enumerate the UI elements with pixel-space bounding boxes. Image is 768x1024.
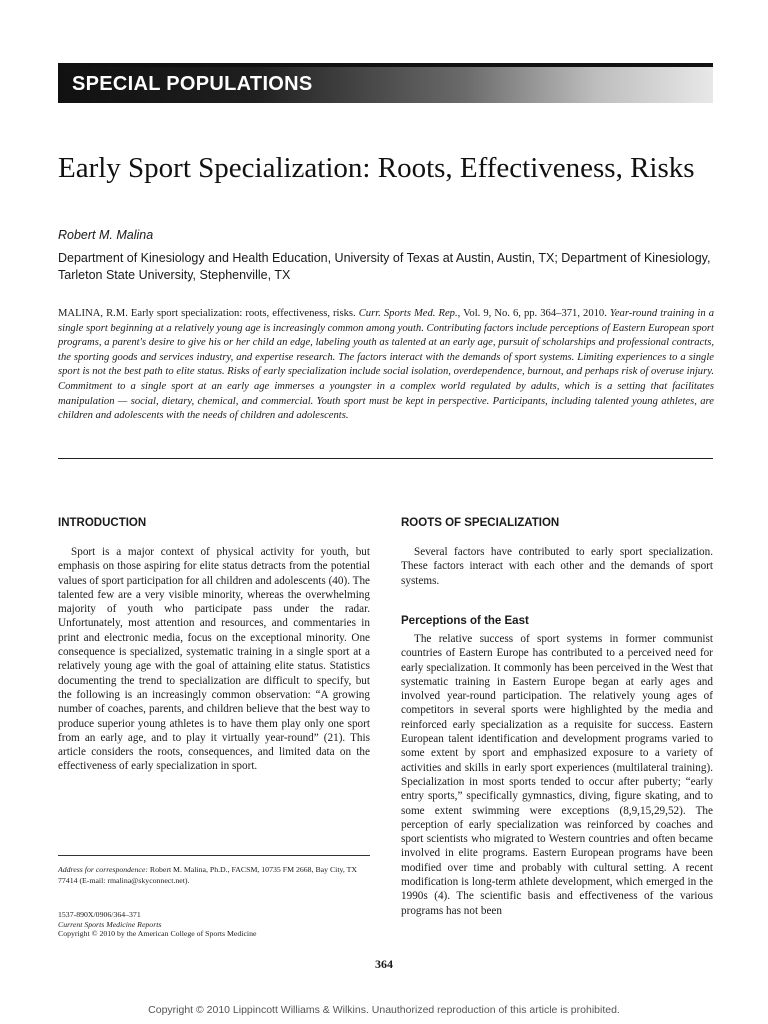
author-affiliation: Department of Kinesiology and Health Education, University of Texas at Austin, Austin, TX; Department of Kinesiology, Tarleton State University, Stephenville, TX <box>58 251 711 282</box>
author-name: Robert M. Malina <box>58 228 154 242</box>
footnote-text: Robert M. Malina, Ph.D., FACSM, 10735 FM 2668, Bay City, TX 77414 (E-mail: rmalina@skyconnect.net). <box>58 865 358 885</box>
issn-line: 1537-890X/0906/364–371 <box>58 910 141 919</box>
abstract-citation-details: , Vol. 9, No. 6, pp. 364–371, 2010. <box>457 308 610 319</box>
perceptions-paragraph: The relative success of sport systems in former communist countries of Eastern Europe has contributed to a perceived need for early specialization. It commonly has been perceived in the West that systematic training in Eastern Europe began at early ages and involved year-round participation. The relatively young ages of competitors in several sports were highlighted by the media and reinforced early specialization as a requisite for success. Eastern European talent identification and development programs varied to some extent by sport and emphasized exposure to a variety of activities and skills in early sport experiences (multilateral training). Specialization in most sports tended to occur after puberty; “early entry sports,” specifically gymnastics, diving, figure skating, and to some extent swimming were exceptions (8,9,15,29,52). The perception of early specialization was reinforced by coaches and sport scientists who migrated to Western countries and often became involved in elite programs. Eastern European programs have been modified over time and probably with cultural setting. A recent modification is long-term athlete development, which emerged in the 1990s (4). The scientific basis and effectiveness of the various programs has not been <box>401 633 713 917</box>
publication-info <box>58 910 370 939</box>
footnote-divider <box>58 855 370 856</box>
journal-line: Current Sports Medicine Reports <box>58 919 162 929</box>
introduction-body <box>58 545 370 774</box>
abstract-journal: Curr. Sports Med. Rep. <box>358 308 458 319</box>
perceptions-heading: Perceptions of the East <box>401 615 529 627</box>
page-number: 364 <box>375 957 393 971</box>
article-title: Early Sport Specialization: Roots, Effectiveness, Risks <box>58 152 695 184</box>
footnote-label: Address for correspondence: <box>58 865 148 874</box>
journal-copyright-line: Copyright © 2010 by the American College of Sports Medicine <box>58 929 257 938</box>
correspondence-footnote <box>58 865 370 886</box>
abstract-citation: MALINA, R.M. Early sport specialization: roots, effectiveness, risks. <box>58 308 359 319</box>
roots-body <box>401 545 713 588</box>
roots-heading: ROOTS OF SPECIALIZATION <box>401 517 560 529</box>
introduction-heading: INTRODUCTION <box>58 517 147 529</box>
perceptions-body <box>401 632 713 918</box>
abstract <box>58 307 714 424</box>
abstract-text: Year-round training in a single sport beginning at a relatively young age is increasingly common among youth. Contributing factors include perceptions of Eastern European sport programs, a parent's desire to give his or her child an edge, labeling youth as talented at an early age, pursuit of scholarships and professional contracts, the sporting goods and services industry, and expertise research. The factors interact with the demands of sport systems. Limiting experiences to a single sport is not the best path to elite status. Risks of early specialization include social isolation, overdependence, burnout, and perhaps risk of overuse injury. Commitment to a single sport at an early age immerses a youngster in a complex world regulated by adults, which is a setting that facilitates manipulation — social, dietary, chemical, and commercial. Youth sport must be kept in perspective. Participants, including talented young athletes, are children and adolescents with the needs of children and adolescents. <box>58 308 715 422</box>
section-banner-label: SPECIAL POPULATIONS <box>72 73 313 95</box>
copyright-notice: Copyright © 2010 Lippincott Williams & Wilkins. Unauthorized reproduction of this article is prohibited. <box>148 1004 620 1016</box>
section-banner <box>58 67 713 103</box>
abstract-divider <box>58 458 713 459</box>
introduction-paragraph: Sport is a major context of physical activity for youth, but emphasis on those aspiring for elite status detracts from the potential values of sport participation for all children and adolescents (40). The talented few are a very visible minority, whereas the overwhelming majority of youth who participate pass under the radar. Unfortunately, most attention and resources, and commentaries in print and electronic media, focus on the exceptional minority. One consequence is specialized, systematic training in a single sport at a relatively young age with the goal of attaining elite status. Statistics documenting the trend to specialization are difficult to specify, but the following is an increasingly common observation: “A growing number of coaches, parents, and children believe that the best way to produce superior young athletes is to have them play only one sport from an early age, and to play it virtually year-round” (21). This article considers the roots, consequences, and limited data on the effectiveness of early specialization in sport. <box>58 546 371 773</box>
roots-paragraph: Several factors have contributed to early sport specialization. These factors interact with each other and the demands of sport systems. <box>401 546 713 587</box>
